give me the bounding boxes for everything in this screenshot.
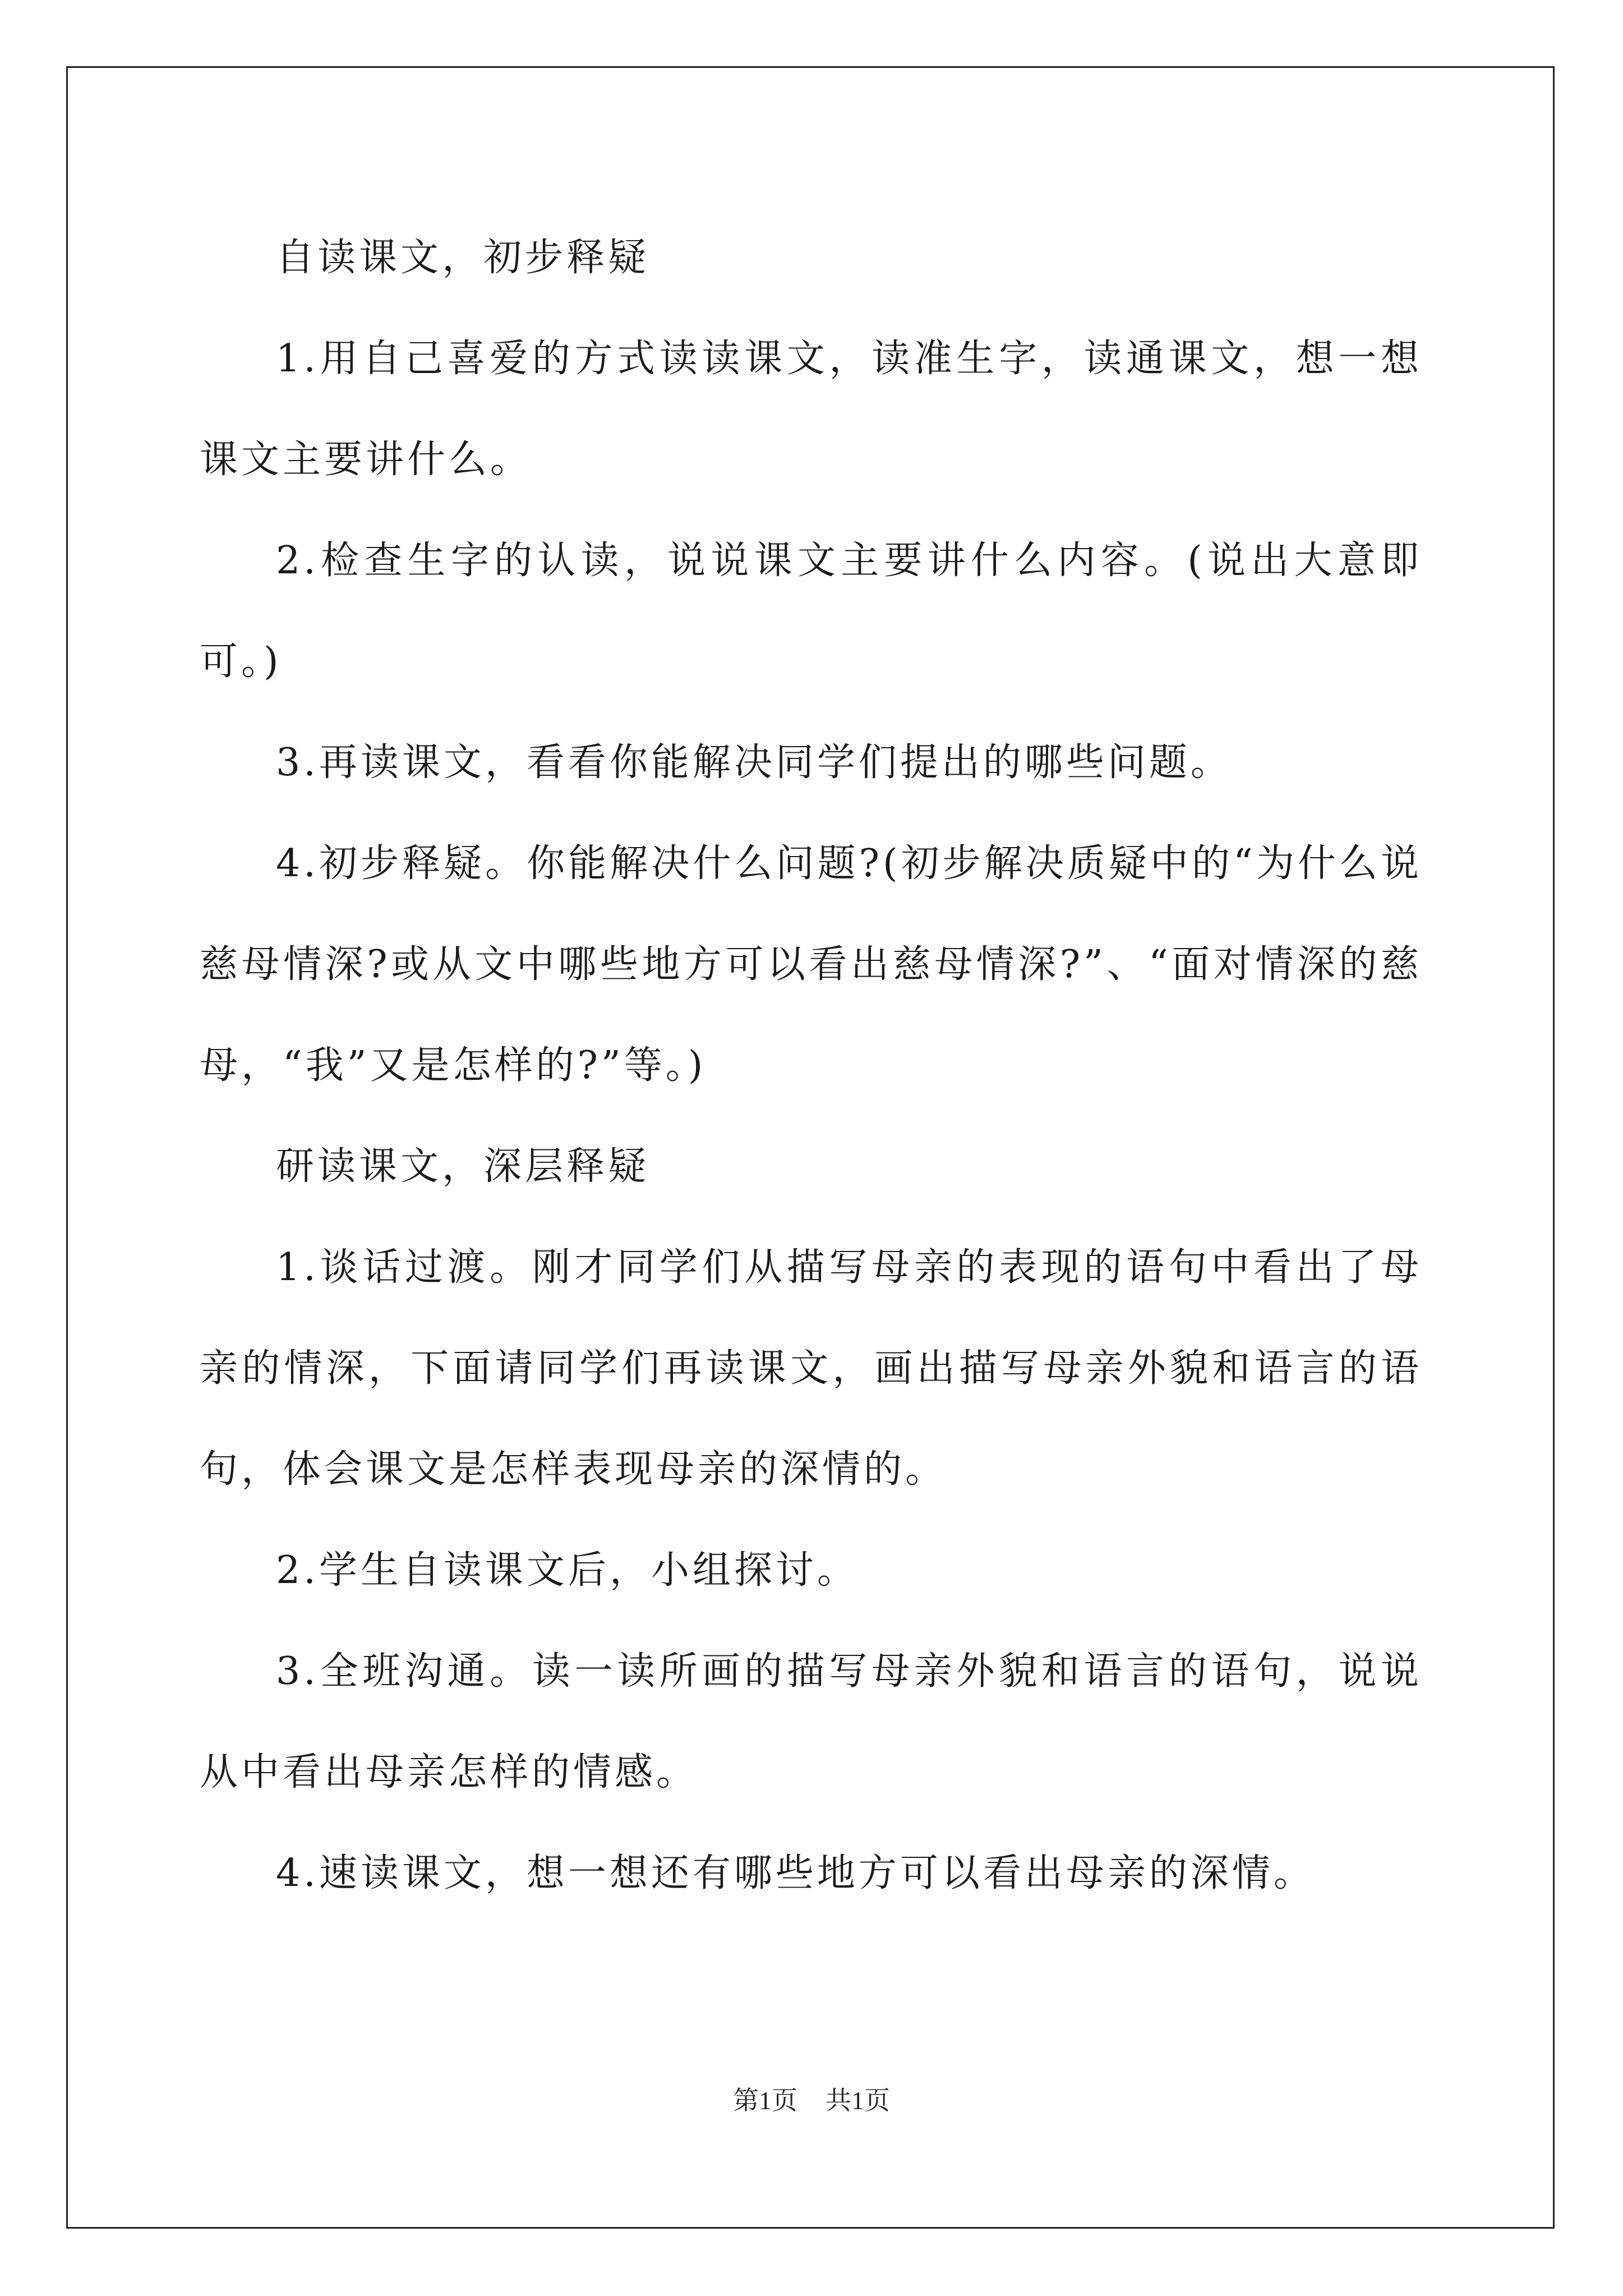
paragraph-item-7: 3.全班沟通。读一读所画的描写母亲外貌和语言的语句，说说从中看出母亲怎样的情感。 (200, 1649, 1422, 1795)
paragraph-item-4: 4.初步释疑。你能解决什么问题?(初步解决质疑中的“为什么说慈母情深?或从文中哪些地方可以看出慈母情深?”、“面对情深的慈母，“我”又是怎样的?”等。) (200, 841, 1422, 1088)
section-heading-deep-reading: 研读课文，深层释疑 (276, 1144, 650, 1189)
paragraph-item-1: 1.用自己喜爱的方式读读课文，读准生字，读通课文，想一想课文主要讲什么。 (200, 337, 1422, 482)
page-footer (0, 2084, 1623, 2118)
paragraph-item-2: 2.检查生字的认读，说说课文主要讲什么内容。(说出大意即可。) (200, 539, 1422, 684)
paragraph-item-3: 3.再读课文，看看你能解决同学们提出的哪些问题。 (276, 740, 1232, 785)
paragraph-item-5: 1.谈话过渡。刚才同学们从描写母亲的表现的语句中看出了母亲的情深，下面请同学们再读课文，画出描写母亲外貌和语言的语句，体会课文是怎样表现母亲的深情的。 (200, 1245, 1422, 1492)
document-body (200, 208, 1422, 1924)
paragraph-item-8: 4.速读课文，想一想还有哪些地方可以看出母亲的深情。 (276, 1851, 1315, 1895)
paragraph-item-6: 2.学生自读课文后，小组探讨。 (276, 1548, 859, 1593)
page-number-current: 第1页 (733, 2086, 797, 2115)
page-number-total: 共1页 (826, 2086, 890, 2115)
section-heading-self-reading: 自读课文，初步释疑 (276, 236, 650, 280)
